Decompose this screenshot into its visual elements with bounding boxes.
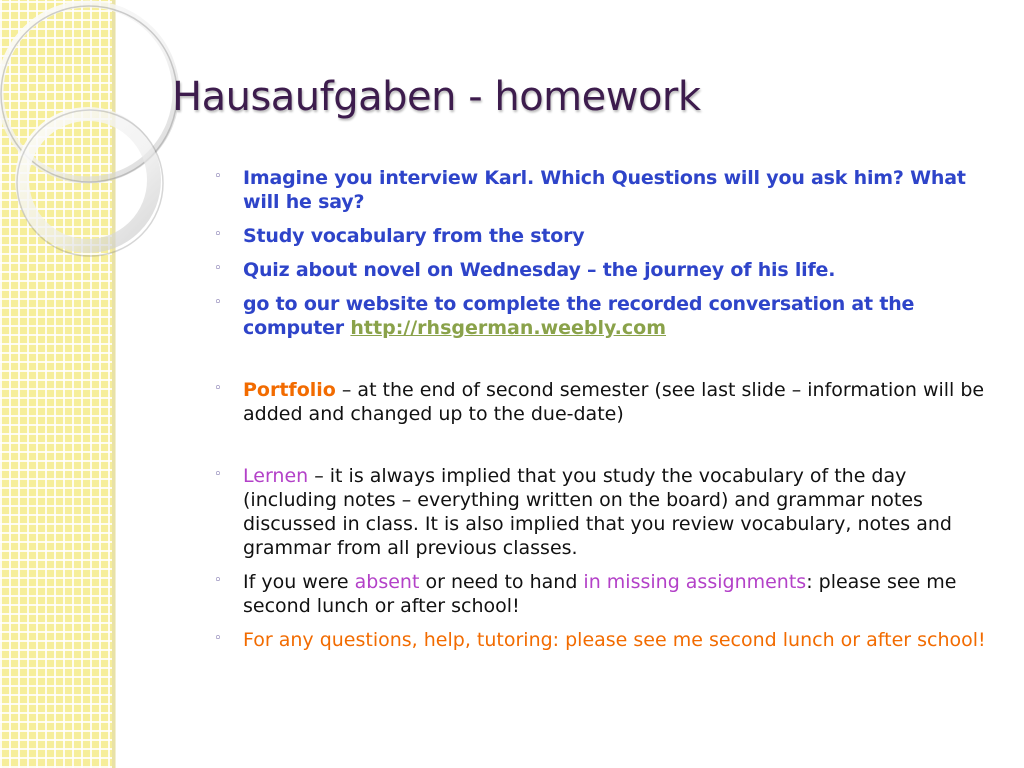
text-segment: Quiz about novel on Wednesday – the journey of his life. — [243, 259, 836, 281]
list-item — [212, 464, 1000, 560]
bullet-icon: ◦ — [214, 227, 222, 242]
list-item — [212, 378, 1000, 426]
list-item — [212, 224, 1000, 248]
bullet-icon: ◦ — [214, 169, 222, 184]
bullet-icon: ◦ — [214, 631, 222, 646]
bullet-icon: ◦ — [214, 381, 222, 396]
text-segment: If you were — [243, 571, 355, 593]
list-item-text — [243, 379, 984, 425]
list-item — [212, 628, 1000, 652]
text-segment: Study vocabulary from the story — [243, 225, 585, 247]
text-segment: in missing assignments — [583, 571, 807, 593]
list-item-text — [243, 571, 956, 617]
list-item-text — [243, 225, 584, 247]
list-item-text — [243, 259, 835, 281]
list-item — [212, 166, 1000, 214]
list-item — [212, 258, 1000, 282]
text-segment: Portfolio — [243, 379, 336, 401]
text-segment: or need to hand — [419, 571, 584, 593]
list-item-text — [243, 167, 966, 213]
bullet-icon: ◦ — [214, 467, 222, 482]
bullet-icon: ◦ — [214, 261, 222, 276]
list-item — [212, 292, 1000, 340]
text-segment: : please see me second lunch or after school! — [243, 571, 957, 617]
text-segment: For any questions, help, tutoring: please see me second lunch or after school! — [243, 629, 986, 651]
slide-title: Hausaufgaben - homework — [172, 74, 701, 120]
bullet-icon: ◦ — [214, 573, 222, 588]
text-segment: – it is always implied that you study the vocabulary of the day (including notes – everything written on the board) and grammar notes discussed in class. It is also implied that you review vocabulary, notes and grammar from all previous classes. — [243, 465, 952, 559]
list-item-text — [243, 293, 914, 339]
list-item — [212, 570, 1000, 618]
decorative-rings — [0, 0, 200, 260]
text-segment: absent — [354, 571, 420, 593]
list-item-text — [243, 629, 986, 651]
text-segment: go to our website to complete the recorded conversation at the computer — [243, 293, 915, 339]
list-item-text — [243, 465, 952, 559]
website-link[interactable]: http://rhsgerman.weebly.com — [350, 317, 667, 339]
bullet-list — [212, 166, 1000, 662]
bullet-icon: ◦ — [214, 295, 222, 310]
text-segment: – at the end of second semester (see last slide – information will be added and changed up to the due-date) — [243, 379, 985, 425]
text-segment: Imagine you interview Karl. Which Questions will you ask him? What will he say? — [243, 167, 966, 213]
text-segment: Lernen — [243, 465, 309, 487]
